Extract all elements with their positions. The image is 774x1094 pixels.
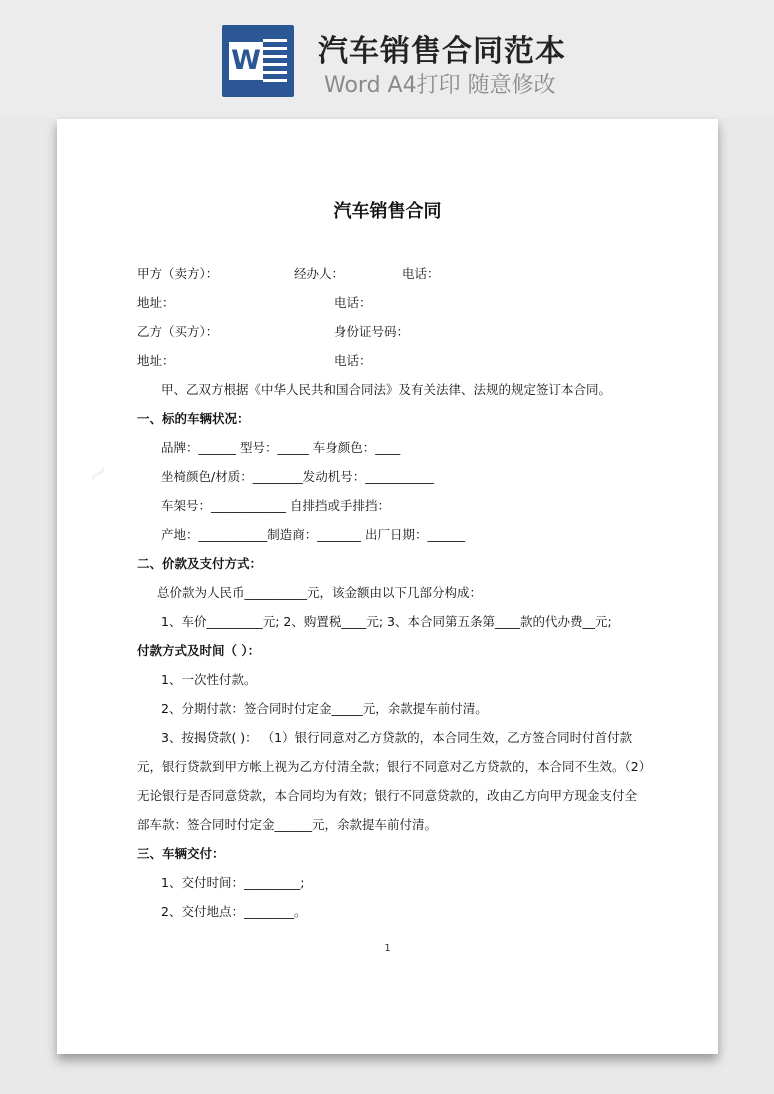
delivery-time-line: 1、交付时间：_________;: [161, 875, 305, 890]
word-logo-lines: [263, 39, 287, 87]
page-number: 1: [384, 943, 391, 954]
watermark: ~: [79, 455, 116, 493]
delivery-place-line: 2、交付地点：________。: [161, 904, 307, 919]
payment-option-3: 3、按揭贷款( )： （1）银行同意对乙方贷款的，本合同生效，乙方签合同时付首付款: [161, 730, 633, 745]
payment-option-3-cont-2: 无论银行是否同意贷款，本合同均为有效；银行不同意贷款的，改由乙方向甲方现金支付全: [137, 788, 638, 803]
section-2-heading: 二、价款及支付方式：: [137, 556, 263, 571]
price-breakdown-line: 1、车价_________元; 2、购置税____元; 3、本合同第五条第____款的代办费__元;: [161, 614, 612, 629]
banner-subtitle: Word A4打印 随意修改: [324, 73, 556, 98]
payment-method-heading: 付款方式及时间（ ）：: [137, 643, 261, 658]
preamble: 甲、乙双方根据《中华人民共和国合同法》及有关法律、法规的规定签订本合同。: [161, 382, 612, 397]
total-price-line: 总价款为人民币__________元，该金额由以下几部分构成：: [157, 585, 483, 600]
party-b-address-label: 地址：: [137, 353, 175, 368]
header-banner: [0, 0, 774, 118]
party-a-phone-label: 电话：: [402, 266, 440, 281]
word-document-icon: [222, 25, 294, 97]
vehicle-brand-line: 品牌：______ 型号：_____ 车身颜色：____: [161, 440, 401, 455]
party-a-label: 甲方（卖方）：: [137, 266, 219, 281]
party-a-address-label: 地址：: [137, 295, 175, 310]
section-3-heading: 三、车辆交付：: [137, 846, 225, 861]
party-b-phone-label: 电话：: [334, 353, 372, 368]
document-page: [57, 119, 718, 1054]
banner-title: 汽车销售合同范本: [318, 34, 566, 69]
vehicle-frame-line: 车架号：____________ 自排挡或手排挡：: [161, 498, 390, 513]
party-a-agent-label: 经办人：: [294, 266, 345, 281]
party-b-label: 乙方（买方）：: [137, 324, 219, 339]
payment-option-3-cont-3: 部车款：签合同时付定金______元，余款提车前付清。: [137, 817, 438, 832]
payment-option-1: 1、一次性付款。: [161, 672, 257, 687]
vehicle-origin-line: 产地：___________制造商：_______ 出厂日期：______: [161, 527, 465, 542]
vehicle-seat-line: 坐椅颜色/材质：________发动机号：___________: [161, 469, 434, 484]
party-b-id-label: 身份证号码：: [334, 324, 410, 339]
word-logo-letter: W: [229, 42, 263, 80]
party-a-phone2-label: 电话：: [334, 295, 372, 310]
payment-option-3-cont-1: 元，银行贷款到甲方帐上视为乙方付清全款；银行不同意对乙方贷款的，本合同不生效。（2）: [137, 759, 652, 774]
section-1-heading: 一、标的车辆状况：: [137, 411, 250, 426]
payment-option-2: 2、分期付款：签合同时付定金_____元，余款提车前付清。: [161, 701, 488, 716]
document-title: 汽车销售合同: [333, 201, 442, 222]
